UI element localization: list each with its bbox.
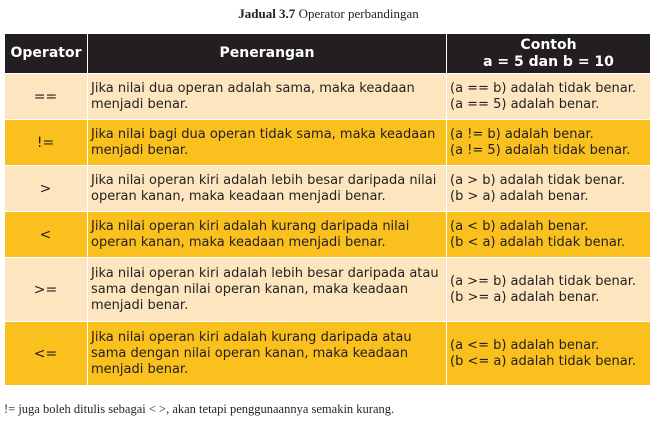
footnote: != juga boleh ditulis sebagai < >, akan tetapi penggunaannya semakin kurang.	[4, 402, 395, 416]
example-line: (b < a) adalah tidak benar.	[450, 234, 626, 250]
example-line: (a <= b) adalah benar.	[450, 337, 600, 353]
caption-text: Operator perbandingan	[298, 6, 419, 21]
table-row	[5, 322, 651, 386]
table-row	[5, 166, 651, 212]
description-cell: Jika nilai operan kiri adalah kurang daripada atau sama dengan nilai operan kanan, maka keadaan menjadi benar.	[88, 322, 447, 386]
operator-cell: ==	[5, 74, 88, 120]
example-line: (a == b) adalah tidak benar.	[450, 80, 637, 96]
description-cell: Jika nilai operan kiri adalah kurang daripada nilai operan kanan, maka keadaan menjadi benar.	[88, 212, 447, 258]
operator-cell: >=	[5, 258, 88, 322]
header-operator: Operator	[5, 34, 88, 74]
example-line: (b >= a) adalah benar.	[450, 289, 600, 305]
caption-label: Jadual 3.7	[238, 6, 296, 21]
description-cell: Jika nilai operan kiri adalah lebih besar daripada atau sama dengan nilai operan kanan, maka keadaan menjadi benar.	[88, 258, 447, 322]
example-line: (a >= b) adalah tidak benar.	[450, 273, 637, 289]
header-example	[447, 34, 651, 74]
description-cell: Jika nilai operan kiri adalah lebih besar daripada nilai operan kanan, maka keadaan menjadi benar.	[88, 166, 447, 212]
example-cell	[447, 120, 651, 166]
example-cell	[447, 74, 651, 120]
example-line: (a != 5) adalah tidak benar.	[450, 142, 631, 158]
table-header-row	[5, 34, 651, 74]
example-line: (a > b) adalah tidak benar.	[450, 172, 626, 188]
example-line: (b > a) adalah benar.	[450, 188, 589, 204]
operator-cell: >	[5, 166, 88, 212]
table-row	[5, 258, 651, 322]
table-row	[5, 74, 651, 120]
example-line: (a == 5) adalah benar.	[450, 96, 600, 112]
example-cell	[447, 322, 651, 386]
example-line: (a < b) adalah benar.	[450, 218, 589, 234]
header-example-title: Contoh	[520, 36, 577, 53]
operator-cell: <	[5, 212, 88, 258]
comparison-operators-table	[4, 33, 651, 386]
operator-cell: !=	[5, 120, 88, 166]
header-example-subtitle: a = 5 dan b = 10	[483, 53, 614, 70]
example-cell	[447, 166, 651, 212]
example-cell	[447, 212, 651, 258]
header-description: Penerangan	[88, 34, 447, 74]
example-cell	[447, 258, 651, 322]
example-line: (b <= a) adalah tidak benar.	[450, 353, 637, 369]
operator-cell: <=	[5, 322, 88, 386]
example-line: (a != b) adalah benar.	[450, 126, 594, 142]
table-row	[5, 120, 651, 166]
description-cell: Jika nilai bagi dua operan tidak sama, maka keadaan menjadi benar.	[88, 120, 447, 166]
table-row	[5, 212, 651, 258]
description-cell: Jika nilai dua operan adalah sama, maka keadaan menjadi benar.	[88, 74, 447, 120]
table-caption	[0, 6, 657, 22]
